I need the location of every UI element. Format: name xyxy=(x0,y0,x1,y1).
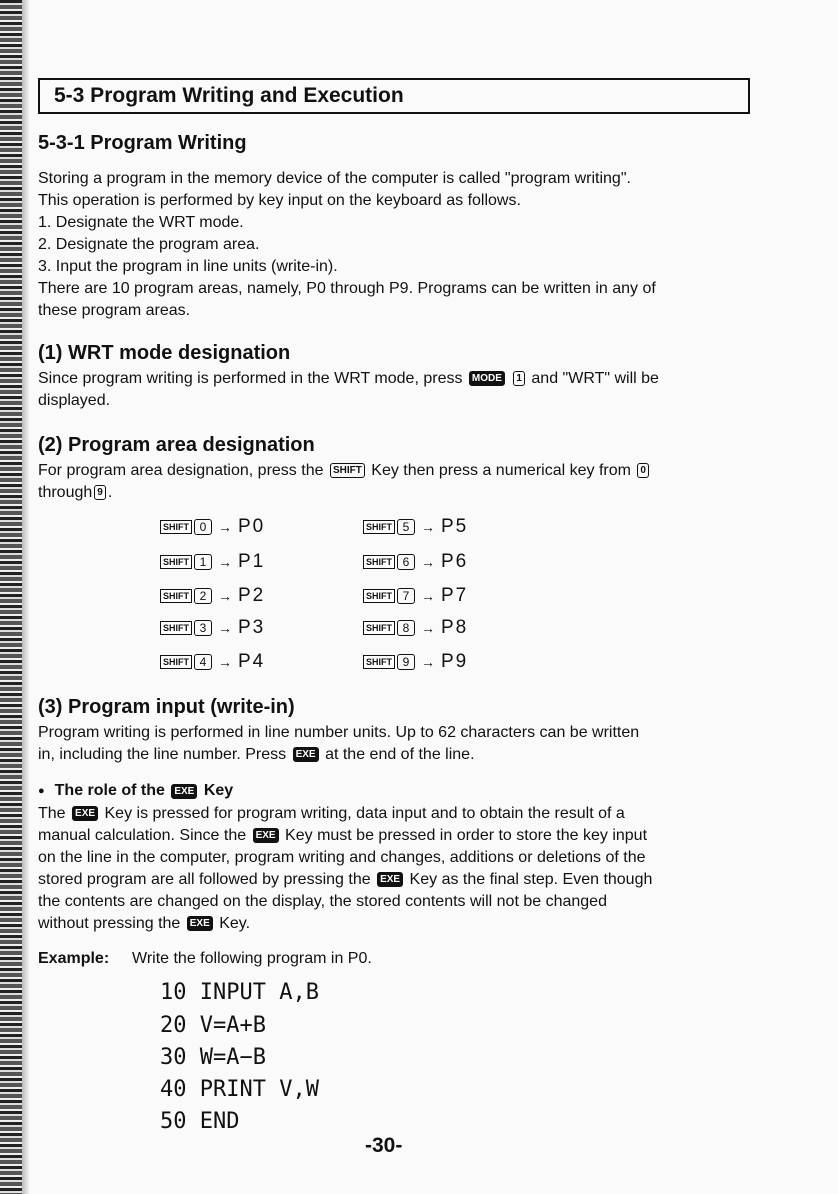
role-p6a: without pressing the xyxy=(38,915,181,932)
shift-key-icon: SHIFT xyxy=(330,463,365,478)
area-heading: (2) Program area designation xyxy=(38,434,315,456)
area-text-b: Key then press a numerical key from xyxy=(371,462,631,479)
area-row-p3 xyxy=(160,617,265,639)
shift-key-icon: SHIFT xyxy=(363,589,395,603)
role-p2b: Key must be pressed in order to store the key input xyxy=(285,827,648,844)
role-line-1 xyxy=(38,803,750,825)
exe-key-icon: EXE xyxy=(293,747,319,762)
section-header-box xyxy=(38,78,750,114)
area-label: P6 xyxy=(441,551,469,572)
area-text-a: For program area designation, press the xyxy=(38,462,324,479)
area-text-c: through xyxy=(38,484,93,501)
area-label: P2 xyxy=(238,585,266,606)
example-label: Example: xyxy=(38,950,110,967)
shift-key-icon: SHIFT xyxy=(363,621,395,635)
arrow-icon: → xyxy=(421,519,435,535)
shift-key-icon: SHIFT xyxy=(363,555,395,569)
area-text-line-2 xyxy=(38,482,750,504)
area-label: P0 xyxy=(238,516,266,537)
arrow-icon: → xyxy=(421,554,435,570)
wrt-text-b: and "WRT" will be xyxy=(531,370,659,387)
intro-step-3: 3. Input the program in line units (write-in). xyxy=(38,258,338,275)
code-line-30: 30 W=A−B xyxy=(160,1045,266,1070)
exe-key-icon: EXE xyxy=(187,916,213,931)
shift-key-icon: SHIFT xyxy=(363,520,395,534)
numeric-key-icon: 1 xyxy=(194,554,212,570)
numeric-key-icon: 3 xyxy=(194,620,212,636)
area-label: P1 xyxy=(238,551,266,572)
role-heading-b: Key xyxy=(203,782,234,800)
numeric-key-icon: 7 xyxy=(397,588,415,604)
area-label: P8 xyxy=(441,617,469,638)
numeric-key-icon: 2 xyxy=(194,588,212,604)
intro-line-1: Storing a program in the memory device of the computer is called "program writing". xyxy=(38,170,631,187)
input-line-1: Program writing is performed in line number units. Up to 62 characters can be written xyxy=(38,724,640,741)
binding-edge xyxy=(0,0,30,1194)
arrow-icon: → xyxy=(421,620,435,636)
area-row-p1 xyxy=(160,551,265,573)
zero-key-icon: 0 xyxy=(637,463,649,478)
exe-key-icon: EXE xyxy=(171,784,197,799)
numeric-key-icon: 9 xyxy=(397,654,415,670)
shift-key-icon: SHIFT xyxy=(363,655,395,669)
arrow-icon: → xyxy=(218,519,232,535)
shift-key-icon: SHIFT xyxy=(160,655,192,669)
role-p4b: Key as the final step. Even though xyxy=(409,871,653,888)
area-label: P9 xyxy=(441,651,469,672)
role-p6b: Key. xyxy=(219,915,251,932)
mode-key-icon: MODE xyxy=(469,371,505,386)
numeric-key-icon: 0 xyxy=(194,519,212,535)
area-row-p8 xyxy=(363,617,468,639)
arrow-icon: → xyxy=(421,654,435,670)
area-label: P3 xyxy=(238,617,266,638)
area-text-d: . xyxy=(107,484,113,501)
wrt-text-c: displayed. xyxy=(38,392,111,409)
code-line-50: 50 END xyxy=(160,1109,240,1134)
role-line-4 xyxy=(38,869,750,891)
shift-key-icon: SHIFT xyxy=(160,555,192,569)
numeric-key-icon: 8 xyxy=(397,620,415,636)
role-p2a: manual calculation. Since the xyxy=(38,827,247,844)
intro-step-2: 2. Designate the program area. xyxy=(38,236,260,253)
role-p1a: The xyxy=(38,805,66,822)
arrow-icon: → xyxy=(218,620,232,636)
section-title: 5-3 Program Writing and Execution xyxy=(54,84,404,107)
area-label: P7 xyxy=(441,585,469,606)
arrow-icon: → xyxy=(218,654,232,670)
area-label: P5 xyxy=(441,516,469,537)
wrt-heading: (1) WRT mode designation xyxy=(38,342,291,364)
input-line-2 xyxy=(38,744,750,766)
numeric-key-icon: 4 xyxy=(194,654,212,670)
wrt-text-a: Since program writing is performed in the WRT mode, press xyxy=(38,370,463,387)
numeric-key-icon: 5 xyxy=(397,519,415,535)
area-row-p0 xyxy=(160,516,265,538)
area-row-p2 xyxy=(160,585,265,607)
role-line-2 xyxy=(38,825,750,847)
role-p4a: stored program are all followed by pressing the xyxy=(38,871,371,888)
area-text-line-1 xyxy=(38,460,750,482)
role-line-5: the contents are changed on the display, the stored contents will not be changed xyxy=(38,893,607,910)
exe-key-icon: EXE xyxy=(253,828,279,843)
wrt-text-line-1 xyxy=(38,368,750,390)
nine-key-icon: 9 xyxy=(94,485,106,500)
input-line-2a: in, including the line number. Press xyxy=(38,746,287,763)
intro-line-2: This operation is performed by key input on the keyboard as follows. xyxy=(38,192,521,209)
example-text: Write the following program in P0. xyxy=(132,950,372,967)
role-heading xyxy=(38,780,750,802)
arrow-icon: → xyxy=(218,554,232,570)
input-heading: (3) Program input (write-in) xyxy=(38,696,295,718)
shift-key-icon: SHIFT xyxy=(160,589,192,603)
one-key-icon: 1 xyxy=(513,371,525,386)
role-p1b: Key is pressed for program writing, data input and to obtain the result of a xyxy=(104,805,625,822)
area-label: P4 xyxy=(238,651,266,672)
code-line-40: 40 PRINT V,W xyxy=(160,1077,319,1102)
area-row-p9 xyxy=(363,651,468,673)
page-number: -30- xyxy=(365,1134,403,1157)
intro-line-4: these program areas. xyxy=(38,302,191,319)
area-row-p6 xyxy=(363,551,468,573)
numeric-key-icon: 6 xyxy=(397,554,415,570)
arrow-icon: → xyxy=(421,588,435,604)
subsection-title: 5-3-1 Program Writing xyxy=(38,132,247,154)
shift-key-icon: SHIFT xyxy=(160,621,192,635)
intro-step-1: 1. Designate the WRT mode. xyxy=(38,214,244,231)
area-row-p7 xyxy=(363,585,468,607)
role-line-3: on the line in the computer, program writing and changes, additions or deletions of the xyxy=(38,849,646,866)
role-heading-a: ● The role of the xyxy=(38,782,165,799)
exe-key-icon: EXE xyxy=(72,806,98,821)
code-line-10: 10 INPUT A,B xyxy=(160,980,319,1005)
code-line-20: 20 V=A+B xyxy=(160,1013,266,1038)
role-line-6 xyxy=(38,913,750,935)
area-row-p4 xyxy=(160,651,265,673)
intro-line-3: There are 10 program areas, namely, P0 through P9. Programs can be written in any of xyxy=(38,280,656,297)
exe-key-icon: EXE xyxy=(377,872,403,887)
shift-key-icon: SHIFT xyxy=(160,520,192,534)
input-line-2b: at the end of the line. xyxy=(325,746,475,763)
area-row-p5 xyxy=(363,516,468,538)
arrow-icon: → xyxy=(218,588,232,604)
